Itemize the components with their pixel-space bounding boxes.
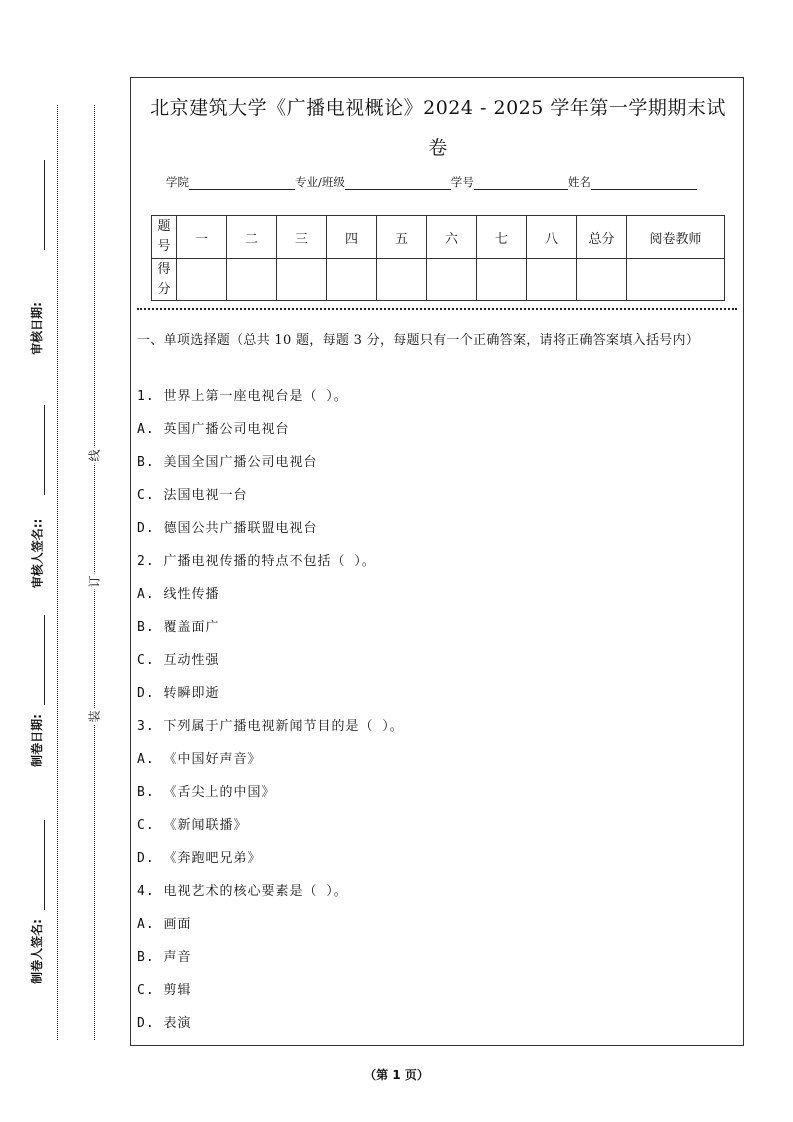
score-col-4: 四: [327, 216, 377, 259]
exam-title-line1: 北京建筑大学《广播电视概论》2024 - 2025 学年第一学期期末试: [150, 97, 726, 119]
cut-mark-line: 线: [87, 449, 102, 462]
question-option: D. 表演: [137, 1016, 192, 1031]
score-col-8: 八: [527, 216, 577, 259]
page-number: （第 1 页）: [364, 1068, 429, 1082]
question-stem: 2. 广播电视传播的特点不包括（ ）。: [137, 554, 376, 569]
score-col-6: 六: [427, 216, 477, 259]
score-col-7: 七: [477, 216, 527, 259]
score-cell-grader[interactable]: [627, 259, 725, 301]
score-col-total: 总分: [577, 216, 627, 259]
major-class-field[interactable]: [345, 175, 451, 190]
cut-mark-fold: 装: [87, 710, 102, 723]
question-stem: 4. 电视艺术的核心要素是（ ）。: [137, 884, 348, 899]
question-option: A. 画面: [137, 917, 192, 932]
paper-maker-signature-blank[interactable]: [44, 820, 45, 910]
review-date-blank[interactable]: [44, 160, 45, 250]
score-cell[interactable]: [427, 259, 477, 301]
question-option: C. 剪辑: [137, 983, 192, 998]
question-stem: 1. 世界上第一座电视台是（ ）。: [137, 389, 348, 404]
score-col-2: 二: [227, 216, 277, 259]
paper-date-blank[interactable]: [44, 615, 45, 705]
college-label: 学院: [166, 175, 189, 189]
score-cell[interactable]: [377, 259, 427, 301]
college-field[interactable]: [189, 175, 295, 190]
student-id-field[interactable]: [474, 175, 568, 190]
question-number-label: 题号: [152, 216, 177, 259]
score-cell[interactable]: [177, 259, 227, 301]
score-cell[interactable]: [527, 259, 577, 301]
question-list: [137, 384, 737, 1044]
name-field[interactable]: [591, 175, 697, 190]
paper-maker-signature-label: 制卷人签名:: [29, 919, 44, 984]
reviewer-signature-label: 审核人签名::: [30, 518, 45, 589]
name-label: 姓名: [567, 175, 591, 189]
question-option: C. 互动性强: [137, 653, 220, 668]
exam-title: [131, 88, 745, 168]
score-cell[interactable]: [227, 259, 277, 301]
reviewer-signature-blank[interactable]: [44, 405, 45, 495]
binding-dotted-line-outer: [57, 105, 58, 1040]
question-option: B. 覆盖面广: [137, 620, 220, 635]
question-option: D. 《奔跑吧兄弟》: [137, 851, 262, 866]
exam-title-line2: 卷: [428, 137, 448, 159]
score-label: 得分: [152, 259, 177, 301]
score-table-score-row: [152, 259, 725, 301]
student-id-label: 学号: [450, 175, 474, 189]
question-option: B. 《舌尖上的中国》: [137, 785, 276, 800]
binding-margin: [0, 0, 120, 1122]
question-option: A. 《中国好声音》: [137, 752, 262, 767]
score-cell[interactable]: [477, 259, 527, 301]
paper-date-label: 制卷日期:: [29, 714, 44, 767]
dotted-separator: [137, 308, 737, 310]
question-option: D. 转瞬即逝: [137, 686, 220, 701]
question-stem: 3. 下列属于广播电视新闻节目的是（ ）。: [137, 719, 404, 734]
question-option: C. 《新闻联播》: [137, 818, 248, 833]
score-table-header-row: [152, 216, 725, 259]
score-col-1: 一: [177, 216, 227, 259]
section-1-heading: 一、单项选择题（总共 10 题，每题 3 分，每题只有一个正确答案，请将正确答案填入括号内）: [137, 333, 700, 348]
score-col-grader: 阅卷教师: [627, 216, 725, 259]
question-option: B. 美国全国广播公司电视台: [137, 455, 318, 470]
review-date-label: 审核日期:: [29, 302, 44, 355]
major-class-label: 专业/班级: [295, 175, 345, 189]
question-option: B. 声音: [137, 950, 192, 965]
score-cell[interactable]: [277, 259, 327, 301]
cut-mark-bind: 订: [87, 575, 102, 588]
exam-frame: [130, 77, 744, 1046]
student-info-row: [166, 174, 726, 190]
score-cell-total[interactable]: [577, 259, 627, 301]
score-col-3: 三: [277, 216, 327, 259]
score-col-5: 五: [377, 216, 427, 259]
question-option: C. 法国电视一台: [137, 488, 248, 503]
score-cell[interactable]: [327, 259, 377, 301]
question-option: A. 英国广播公司电视台: [137, 422, 290, 437]
question-option: D. 德国公共广播联盟电视台: [137, 521, 318, 536]
score-table: [151, 215, 725, 301]
question-option: A. 线性传播: [137, 587, 220, 602]
